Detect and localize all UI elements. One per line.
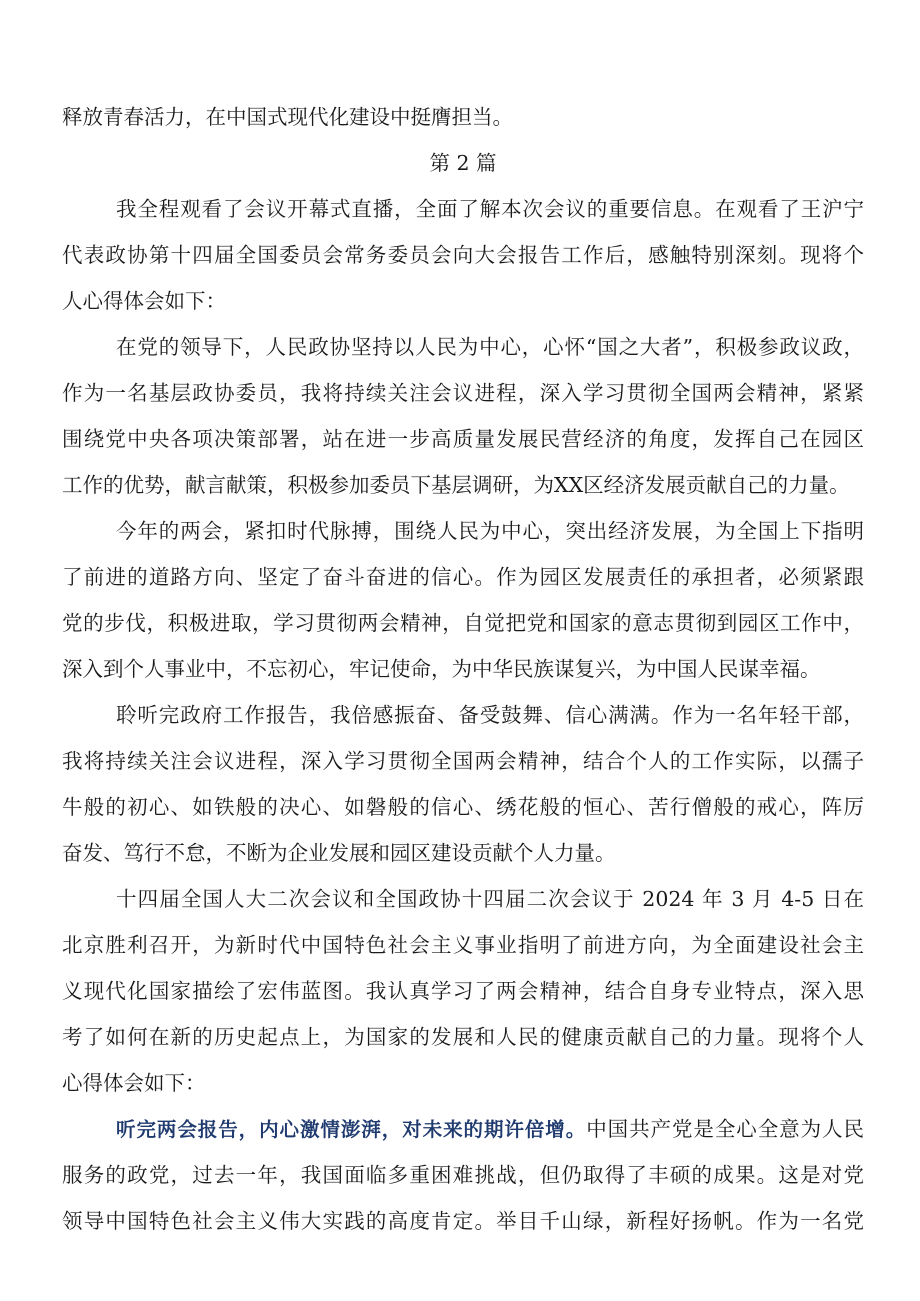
paragraph: [62, 186, 864, 324]
paragraph-line: 心得体会如下：: [62, 1071, 206, 1095]
paragraph-line: 领导中国特色社会主义伟大实践的高度肯定。举目千山绿，新程好扬帆。作为一名党: [62, 1209, 864, 1233]
paragraph-line: 了前进的道路方向、坚定了奋斗奋进的信心。作为园区发展责任的承担者，必须紧跟: [62, 565, 864, 589]
paragraph-line: 服务的政党，过去一年，我国面临多重困难挑战，但仍取得了丰硕的成果。这是对党: [62, 1163, 864, 1187]
paragraph-line: 义现代化国家描绘了宏伟蓝图。我认真学习了两会精神，结合自身专业特点，深入思: [62, 979, 864, 1003]
paragraph-line: 工作的优势，献言献策，积极参加委员下基层调研，为XX区经济发展贡献自己的力量。: [62, 473, 850, 497]
paragraph-line: 我将持续关注会议进程，深入学习贯彻全国两会精神，结合个人的工作实际，以孺子: [62, 749, 864, 773]
paragraph-line: 作为一名基层政协委员，我将持续关注会议进程，深入学习贯彻全国两会精神，紧紧: [62, 381, 864, 405]
paragraph-line: 牛般的初心、如铁般的决心、如磐般的信心、绣花般的恒心、苦行僧般的戒心，阵厉: [62, 795, 864, 819]
paragraph-line: 代表政协第十四届全国委员会常务委员会向大会报告工作后，感触特别深刻。现将个: [62, 243, 864, 267]
paragraph-line: 考了如何在新的历史起点上，为国家的发展和人民的健康贡献自己的力量。现将个人: [62, 1025, 864, 1049]
paragraph-line: 奋发、笃行不怠，不断为企业发展和园区建设贡献个人力量。: [62, 841, 616, 865]
paragraph-text: 中国共产党是全心全意为人民: [586, 1117, 864, 1141]
paragraph: [62, 1106, 864, 1244]
document-page: [62, 94, 864, 1244]
highlighted-lead-sentence: 听完两会报告，内心激情澎湃，对未来的期许倍增。: [116, 1118, 587, 1141]
paragraph-line: 在党的领导下，人民政协坚持以人民为中心，心怀“国之大者”，积极参政议政，: [116, 335, 864, 359]
paragraph: [62, 876, 864, 1106]
paragraph: [62, 508, 864, 692]
paragraph-line: 围绕党中央各项决策部署，站在进一步高质量发展民营经济的角度，发挥自己在园区: [62, 427, 864, 451]
paragraph-line: 释放青春活力，在中国式现代化建设中挺膺担当。: [62, 105, 513, 129]
paragraph-line: 北京胜利召开，为新时代中国特色社会主义事业指明了前进方向，为全面建设社会主: [62, 933, 864, 957]
paragraph: [62, 324, 864, 508]
paragraph-line: 十四届全国人大二次会议和全国政协十四届二次会议于 2024 年 3 月 4-5 日在: [116, 887, 864, 911]
paragraph-line: 党的步伐，积极进取，学习贯彻两会精神，自觉把党和国家的意志贯彻到园区工作中，: [62, 611, 864, 635]
section-heading: 第 2 篇: [429, 151, 497, 175]
paragraph-line: 我全程观看了会议开幕式直播，全面了解本次会议的重要信息。在观看了王沪宁: [116, 197, 864, 221]
paragraph-line: 深入到个人事业中，不忘初心，牢记使命，为中华民族谋复兴，为中国人民谋幸福。: [62, 657, 821, 681]
paragraph: [62, 692, 864, 876]
paragraph-line-first: [62, 1106, 864, 1152]
paragraph-line: 今年的两会，紧扣时代脉搏，围绕人民为中心，突出经济发展，为全国上下指明: [116, 519, 864, 543]
paragraph-line: 人心得体会如下：: [62, 289, 226, 313]
paragraph-line: 聆听完政府工作报告，我倍感振奋、备受鼓舞、信心满满。作为一名年轻干部，: [116, 703, 864, 727]
